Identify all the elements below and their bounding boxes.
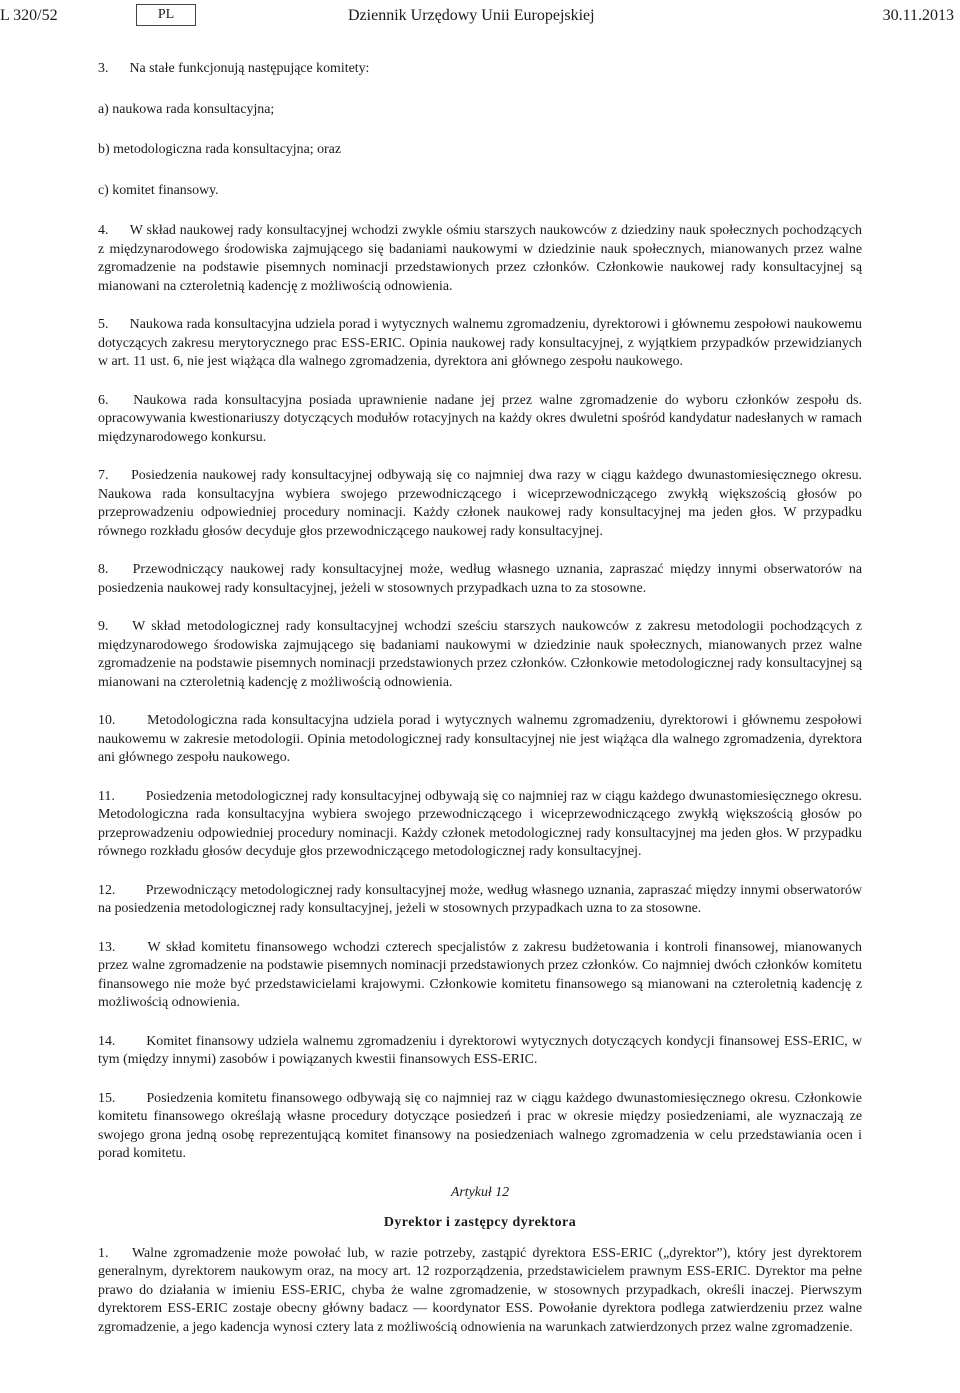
paragraph: 1. Walne zgromadzenie może powołać lub, w razie potrzeby, zastąpić dyrektora ESS-ERIC („dyrektor”), który jest dyrektorem generalnym, dyrektorem naukowym oraz, na mocy art. 12 rozporządzenia, przedstawicielem prawnym ESS-ERIC. Dyrektor ma pełne prawo do działania w imieniu ESS-ERIC, chyba że walne zgromadzenie, w stosownych przypadkach, określi inaczej. Pierwszym dyrektorem ESS-ERIC zostaje obecny główny badacz — koordynator ESS. Powołanie dyrektora podlega zatwierdzeniu przez walne zgromadzenie, a jego kadencja wynosi cztery lata z możliwością odnowienia na warunkach zatwierdzonych przez walne zgromadzenie. [98,1245,862,1335]
list-item: c) komitet finansowy. [98,182,219,198]
article-title: Artykuł 12 [450,1184,510,1200]
paragraph: 11. Posiedzenia metodologicznej rady konsultacyjnej odbywają się co najmniej raz w ciągu każdego dwunastomiesięcznego okresu. Metodologiczna rada konsultacyjna wybiera swojego przewodniczącego i wiceprzewodniczącego zwykłą większością głosów po przeprowadzeniu odpowiedniej procedury nominacji. Każdy członek metodologicznej rady konsultacyjnej ma jeden głos. W przypadku równego rozkładu głosów decyduje głos przewodniczącego metodologicznej rady konsultacyjnej. [98,788,862,859]
paragraph: 15. Posiedzenia komitetu finansowego odbywają się co najmniej raz w ciągu każdego dwunastomiesięcznego okresu. Członkowie komitetu finansowego określają własne procedury dotyczące posiedzeń i prac w okresie między posiedzeniami, ale wyznaczają ze swojego grona jedną osobę reprezentującą komitet finansowy na posiedzeniach walnego zgromadzenia w celu przedstawiania ocen i porad komitetu. [98,1090,862,1161]
paragraph: 7. Posiedzenia naukowej rady konsultacyjnej odbywają się co najmniej dwa razy w ciągu każdego dwunastomiesięcznego okresu. Naukowa rada konsultacyjna wybiera swojego przewodniczącego i wiceprzewodniczącego zwykłą większością głosów po przeprowadzeniu odpowiedniej procedury nominacji. Każdy członek naukowej rady konsultacyjnej ma jeden głos. W przypadku równego rozkładu głosów decyduje głos przewodniczącego naukowej rady konsultacyjnej. [98,468,862,539]
paragraph: 8. Przewodniczący naukowej rady konsultacyjnej może, według własnego uznania, zapraszać między innymi obserwatorów na posiedzenia naukowej rady konsultacyjnej, jeżeli w stosownych przypadkach uzna to za stosowne. [98,562,862,596]
page-header [0,2,960,30]
paragraph: 6. Naukowa rada konsultacyjna posiada uprawnienie nadane jej przez walne zgromadzenie do wyboru członków zespołu ds. opracowywania kwestionariuszy dotyczących modułów rotacyjnych na każdy okres dwuletni spośród kandydatur nadesłanych w ramach międzynarodowego konkursu. [98,392,862,445]
paragraph: 12. Przewodniczący metodologicznej rady konsultacyjnej może, według własnego uznania, zapraszać między innymi obserwatorów na posiedzenia metodologicznej rady konsultacyjnej, jeżeli w stosownych przypadkach uzna to za stosowne. [98,882,862,916]
paragraph: 10. Metodologiczna rada konsultacyjna udziela porad i wytycznych walnemu zgromadzeniu, dyrektorowi i głównemu zespołowi naukowemu w zakresie metodologii. Opinia metodologicznej rady konsultacyjnej nie jest wiążąca dla walnego zgromadzenia, dyrektora ani głównego zespołu naukowego. [98,713,862,765]
paragraph: 14. Komitet finansowy udziela walnemu zgromadzeniu i dyrektorowi wytycznych dotyczących kondycji finansowej ESS-ERIC, w tym (między innymi) zasobów i powiązanych kwestii finansowych ESS-ERIC. [98,1033,862,1067]
list-item: 3. Na stałe funkcjonują następujące komitety: [98,61,370,76]
paragraph: 4. W skład naukowej rady konsultacyjnej wchodzi zwykle ośmiu starszych naukowców z dziedziny nauk społecznych pochodzących z międzynarodowego środowiska zajmującego się badaniami naukowymi w dziedzinie nauk społecznych, mianowanych przez walne zgromadzenie na podstawie pisemnych nominacji przedstawionych przez członków. Członkowie naukowej rady konsultacyjnej są mianowani na czteroletnią kadencję z możliwością odnowienia. [98,223,862,294]
list-item: b) metodologiczna rada konsultacyjna; oraz [98,142,342,157]
journal-title: Dziennik Urzędowy Unii Europejskiej [348,7,595,24]
paragraph: 9. W skład metodologicznej rady konsultacyjnej wchodzi sześciu starszych naukowców z zakresu metodologii pochodzących z międzynarodowego środowiska zajmującego się badaniami naukowymi w dziedzinie nauk społecznych, mianowanych przez walne zgromadzenie na podstawie pisemnych nominacji przedstawionych przez członków. Członkowie metodologicznej rady konsultacyjnej są mianowani na czteroletnią kadencję z możliwością odnowienia. [98,619,862,690]
document-body [98,60,862,1337]
publication-date: 30.11.2013 [882,7,954,24]
paragraph: 13. W skład komitetu finansowego wchodzi czterech specjalistów z zakresu budżetowania i kontroli finansowej, mianowanych przez walne zgromadzenie na podstawie pisemnych nominacji przedstawionych przez członków. Co najmniej dwóch członków komitetu finansowego nie może być przedstawicielami krajowymi. Członkowie komitetu finansowego są mianowani na czteroletnią kadencję z możliwością odnowienia. [98,939,862,1010]
committee-list [98,60,862,200]
article-subtitle: Dyrektor i zastępcy dyrektora [383,1215,577,1230]
page-reference: L 320/52 [0,7,58,24]
language-badge: PL [136,4,196,26]
paragraph: 5. Naukowa rada konsultacyjna udziela porad i wytycznych walnemu zgromadzeniu, dyrektorowi i głównemu zespołowi naukowemu dotyczących zakresu merytorycznego prac ESS-ERIC. Opinia naukowej rady konsultacyjnej, z wyjątkiem przypadków przewidzianych w art. 11 ust. 6, nie jest wiążąca dla walnego zgromadzenia, dyrektora ani głównego zespołu naukowego. [98,317,862,369]
list-item: a) naukowa rada konsultacyjna; [98,101,275,117]
